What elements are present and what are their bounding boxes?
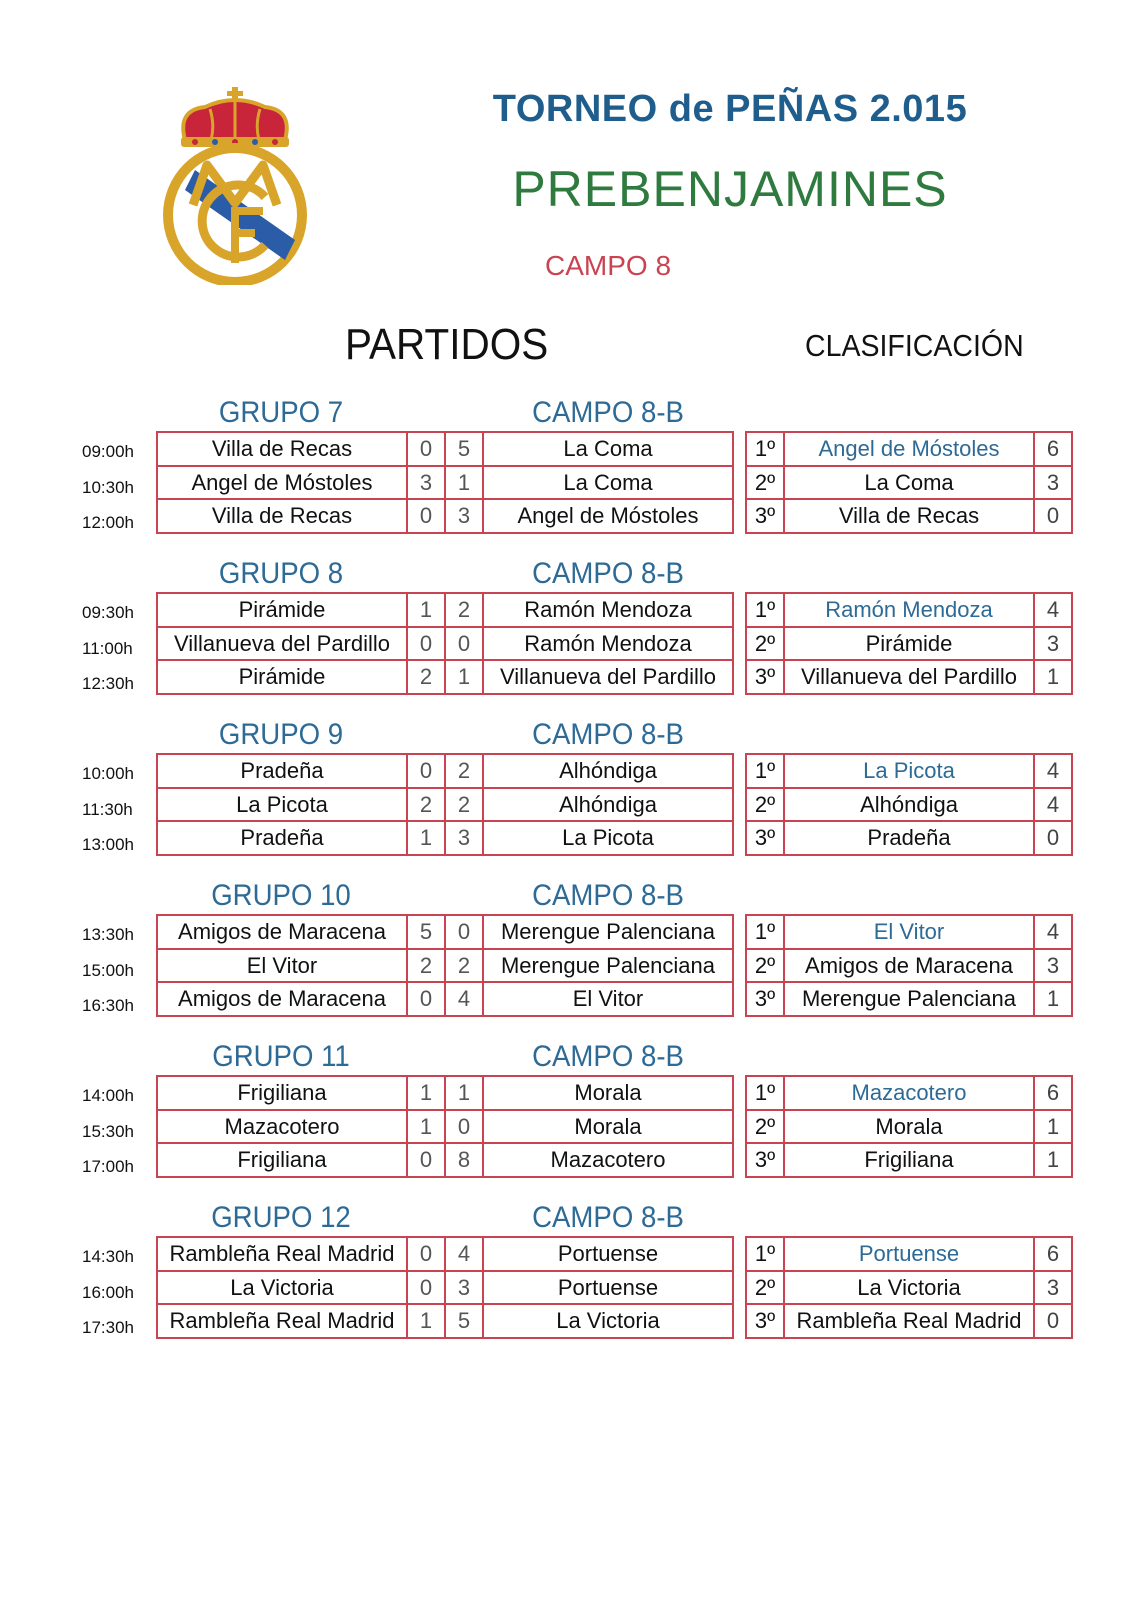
group-field: CAMPO 8-B (532, 1040, 684, 1073)
home-team: La Picota (157, 788, 407, 822)
away-team: El Vitor (483, 982, 733, 1016)
standing-position: 1º (746, 593, 784, 627)
group-section (0, 718, 1131, 879)
standing-points: 3 (1034, 1271, 1072, 1305)
match-times (82, 1239, 148, 1346)
standing-team: Frigiliana (784, 1143, 1034, 1177)
home-score: 2 (407, 949, 445, 983)
standing-points: 0 (1034, 499, 1072, 533)
match-time: 12:00h (82, 513, 134, 533)
away-team: Mazacotero (483, 1143, 733, 1177)
away-team: La Coma (483, 432, 733, 466)
matches-table (156, 1075, 734, 1178)
match-times (82, 756, 148, 863)
matches-table (156, 431, 734, 534)
standing-team: Villa de Recas (784, 499, 1034, 533)
standing-points: 6 (1034, 1076, 1072, 1110)
group-title: GRUPO 12 (211, 1201, 351, 1234)
clasificacion-heading: CLASIFICACIÓN (805, 328, 1024, 363)
standing-points: 1 (1034, 1110, 1072, 1144)
group-section (0, 879, 1131, 1040)
away-score: 0 (445, 627, 483, 661)
match-time: 15:00h (82, 960, 134, 980)
standing-position: 3º (746, 660, 784, 694)
standing-team: Merengue Palenciana (784, 982, 1034, 1016)
home-team: Angel de Móstoles (157, 466, 407, 500)
home-score: 0 (407, 1237, 445, 1271)
standing-position: 1º (746, 432, 784, 466)
away-score: 3 (445, 1271, 483, 1305)
match-time: 14:30h (82, 1247, 134, 1266)
match-time: 11:00h (82, 638, 133, 658)
standing-points: 3 (1034, 949, 1072, 983)
home-team: Mazacotero (157, 1110, 407, 1144)
standing-row (746, 499, 1072, 533)
standing-position: 3º (746, 821, 784, 855)
home-score: 2 (407, 788, 445, 822)
match-row (157, 1237, 733, 1271)
home-team: La Victoria (157, 1271, 407, 1305)
standing-points: 1 (1034, 660, 1072, 694)
standing-points: 6 (1034, 432, 1072, 466)
standing-position: 3º (746, 1304, 784, 1338)
standing-row (746, 660, 1072, 694)
home-score: 1 (407, 821, 445, 855)
away-team: Ramón Mendoza (483, 593, 733, 627)
match-times (82, 434, 148, 541)
match-time: 09:30h (82, 603, 134, 622)
home-score: 0 (407, 1271, 445, 1305)
group-title: GRUPO 8 (218, 557, 344, 590)
away-team: Merengue Palenciana (483, 915, 733, 949)
standing-team: Pirámide (784, 627, 1034, 661)
matches-table (156, 1236, 734, 1339)
away-team: Villanueva del Pardillo (483, 660, 733, 694)
crown-icon (181, 87, 289, 147)
away-score: 4 (445, 1237, 483, 1271)
standings-table (745, 431, 1073, 534)
home-team: Pradeña (157, 754, 407, 788)
standing-team: La Coma (784, 466, 1034, 500)
standing-position: 2º (746, 627, 784, 661)
home-team: Villa de Recas (157, 432, 407, 466)
matches-table (156, 753, 734, 856)
home-team: Frigiliana (157, 1076, 407, 1110)
home-team: Villanueva del Pardillo (157, 627, 407, 661)
home-team: Rambleña Real Madrid (157, 1237, 407, 1271)
match-row (157, 754, 733, 788)
standing-team: Alhóndiga (784, 788, 1034, 822)
match-row (157, 466, 733, 500)
standing-position: 3º (746, 499, 784, 533)
away-team: Angel de Móstoles (483, 499, 733, 533)
group-title: GRUPO 10 (211, 879, 351, 912)
away-team: La Coma (483, 466, 733, 500)
match-time: 11:30h (82, 799, 133, 819)
standing-row (746, 982, 1072, 1016)
standing-row (746, 432, 1072, 466)
group-field: CAMPO 8-B (532, 396, 684, 429)
standing-position: 1º (746, 754, 784, 788)
standing-team: Villanueva del Pardillo (784, 660, 1034, 694)
standing-row (746, 1237, 1072, 1271)
match-time: 17:30h (82, 1318, 134, 1338)
home-score: 0 (407, 1143, 445, 1177)
match-time: 16:30h (82, 996, 134, 1016)
match-time: 17:00h (82, 1157, 134, 1177)
standing-team: Morala (784, 1110, 1034, 1144)
away-team: Alhóndiga (483, 754, 733, 788)
standing-row (746, 593, 1072, 627)
match-row (157, 788, 733, 822)
standings-table (745, 592, 1073, 695)
match-row (157, 660, 733, 694)
matches-table (156, 914, 734, 1017)
match-time: 15:30h (82, 1121, 134, 1141)
match-time: 16:00h (82, 1282, 134, 1302)
standing-row (746, 915, 1072, 949)
home-team: Pradeña (157, 821, 407, 855)
home-score: 1 (407, 1076, 445, 1110)
standing-points: 6 (1034, 1237, 1072, 1271)
standing-points: 1 (1034, 982, 1072, 1016)
standing-team: La Victoria (784, 1271, 1034, 1305)
standing-position: 2º (746, 1110, 784, 1144)
standing-position: 2º (746, 466, 784, 500)
home-score: 0 (407, 982, 445, 1016)
standing-points: 4 (1034, 788, 1072, 822)
standing-points: 1 (1034, 1143, 1072, 1177)
standing-row (746, 821, 1072, 855)
home-team: Pirámide (157, 660, 407, 694)
home-team: Frigiliana (157, 1143, 407, 1177)
home-score: 1 (407, 1304, 445, 1338)
home-team: Amigos de Maracena (157, 915, 407, 949)
home-score: 3 (407, 466, 445, 500)
group-section (0, 396, 1131, 557)
standing-position: 2º (746, 1271, 784, 1305)
away-team: Alhóndiga (483, 788, 733, 822)
home-score: 2 (407, 660, 445, 694)
standing-row (746, 949, 1072, 983)
away-score: 2 (445, 949, 483, 983)
match-time: 09:00h (82, 442, 134, 461)
away-score: 3 (445, 821, 483, 855)
standing-points: 4 (1034, 593, 1072, 627)
standing-points: 4 (1034, 915, 1072, 949)
standing-team: Rambleña Real Madrid (784, 1304, 1034, 1338)
home-score: 0 (407, 432, 445, 466)
away-score: 2 (445, 788, 483, 822)
group-field: CAMPO 8-B (532, 879, 684, 912)
standing-position: 1º (746, 1237, 784, 1271)
standing-row (746, 627, 1072, 661)
away-team: Portuense (483, 1271, 733, 1305)
standing-points: 0 (1034, 821, 1072, 855)
match-times (82, 917, 148, 1024)
standing-position: 2º (746, 949, 784, 983)
standing-row (746, 466, 1072, 500)
standings-table (745, 914, 1073, 1017)
group-field: CAMPO 8-B (532, 1201, 684, 1234)
away-score: 3 (445, 499, 483, 533)
away-team: Morala (483, 1110, 733, 1144)
away-score: 1 (445, 660, 483, 694)
away-team: Merengue Palenciana (483, 949, 733, 983)
match-time: 10:30h (82, 477, 134, 497)
standing-row (746, 754, 1072, 788)
tournament-title: TORNEO de PEÑAS 2.015 (492, 88, 968, 130)
standing-position: 1º (746, 1076, 784, 1110)
group-title: GRUPO 9 (218, 718, 344, 751)
standing-team: Pradeña (784, 821, 1034, 855)
away-team: La Victoria (483, 1304, 733, 1338)
away-score: 1 (445, 1076, 483, 1110)
standing-team: Amigos de Maracena (784, 949, 1034, 983)
away-score: 0 (445, 1110, 483, 1144)
standing-team: Portuense (784, 1237, 1034, 1271)
match-row (157, 915, 733, 949)
away-score: 4 (445, 982, 483, 1016)
field-title: CAMPO 8 (544, 250, 672, 281)
match-row (157, 1076, 733, 1110)
away-team: Morala (483, 1076, 733, 1110)
standing-team: Angel de Móstoles (784, 432, 1034, 466)
away-score: 0 (445, 915, 483, 949)
standings-table (745, 1075, 1073, 1178)
match-time: 12:30h (82, 674, 134, 694)
standing-team: Ramón Mendoza (784, 593, 1034, 627)
away-team: La Picota (483, 821, 733, 855)
partidos-heading: PARTIDOS (345, 320, 549, 369)
home-score: 0 (407, 754, 445, 788)
match-times (82, 1078, 148, 1185)
match-row (157, 982, 733, 1016)
standing-row (746, 1143, 1072, 1177)
away-team: Ramón Mendoza (483, 627, 733, 661)
away-score: 8 (445, 1143, 483, 1177)
away-score: 2 (445, 754, 483, 788)
match-row (157, 949, 733, 983)
match-row (157, 593, 733, 627)
match-row (157, 1143, 733, 1177)
standing-position: 3º (746, 982, 784, 1016)
match-time: 13:00h (82, 835, 134, 855)
standing-position: 3º (746, 1143, 784, 1177)
club-crest-logo (155, 85, 315, 285)
standing-row (746, 1271, 1072, 1305)
standing-team: Mazacotero (784, 1076, 1034, 1110)
home-score: 0 (407, 627, 445, 661)
standings-table (745, 753, 1073, 856)
standing-points: 4 (1034, 754, 1072, 788)
home-team: Pirámide (157, 593, 407, 627)
match-row (157, 432, 733, 466)
group-field: CAMPO 8-B (532, 557, 684, 590)
match-row (157, 499, 733, 533)
group-section (0, 1201, 1131, 1362)
away-score: 5 (445, 1304, 483, 1338)
home-score: 1 (407, 593, 445, 627)
home-team: Amigos de Maracena (157, 982, 407, 1016)
standings-table (745, 1236, 1073, 1339)
match-row (157, 1304, 733, 1338)
group-title: GRUPO 11 (212, 1040, 350, 1073)
standing-team: La Picota (784, 754, 1034, 788)
match-row (157, 1271, 733, 1305)
away-score: 2 (445, 593, 483, 627)
standing-position: 1º (746, 915, 784, 949)
home-team: El Vitor (157, 949, 407, 983)
match-row (157, 1110, 733, 1144)
home-team: Rambleña Real Madrid (157, 1304, 407, 1338)
home-score: 0 (407, 499, 445, 533)
matches-table (156, 592, 734, 695)
standing-points: 3 (1034, 466, 1072, 500)
home-team: Villa de Recas (157, 499, 407, 533)
home-score: 5 (407, 915, 445, 949)
match-times (82, 595, 148, 702)
group-field: CAMPO 8-B (532, 718, 684, 751)
standing-row (746, 1304, 1072, 1338)
standing-row (746, 1076, 1072, 1110)
category-title: PREBENJAMINES (512, 161, 948, 217)
standing-row (746, 1110, 1072, 1144)
match-time: 14:00h (82, 1086, 134, 1105)
standing-row (746, 788, 1072, 822)
standing-points: 0 (1034, 1304, 1072, 1338)
match-time: 10:00h (82, 764, 134, 783)
standing-points: 3 (1034, 627, 1072, 661)
away-team: Portuense (483, 1237, 733, 1271)
group-section (0, 557, 1131, 718)
match-row (157, 821, 733, 855)
group-section (0, 1040, 1131, 1201)
match-row (157, 627, 733, 661)
match-time: 13:30h (82, 925, 134, 944)
standing-position: 2º (746, 788, 784, 822)
away-score: 5 (445, 432, 483, 466)
home-score: 1 (407, 1110, 445, 1144)
group-title: GRUPO 7 (218, 396, 344, 429)
away-score: 1 (445, 466, 483, 500)
standing-team: El Vitor (784, 915, 1034, 949)
